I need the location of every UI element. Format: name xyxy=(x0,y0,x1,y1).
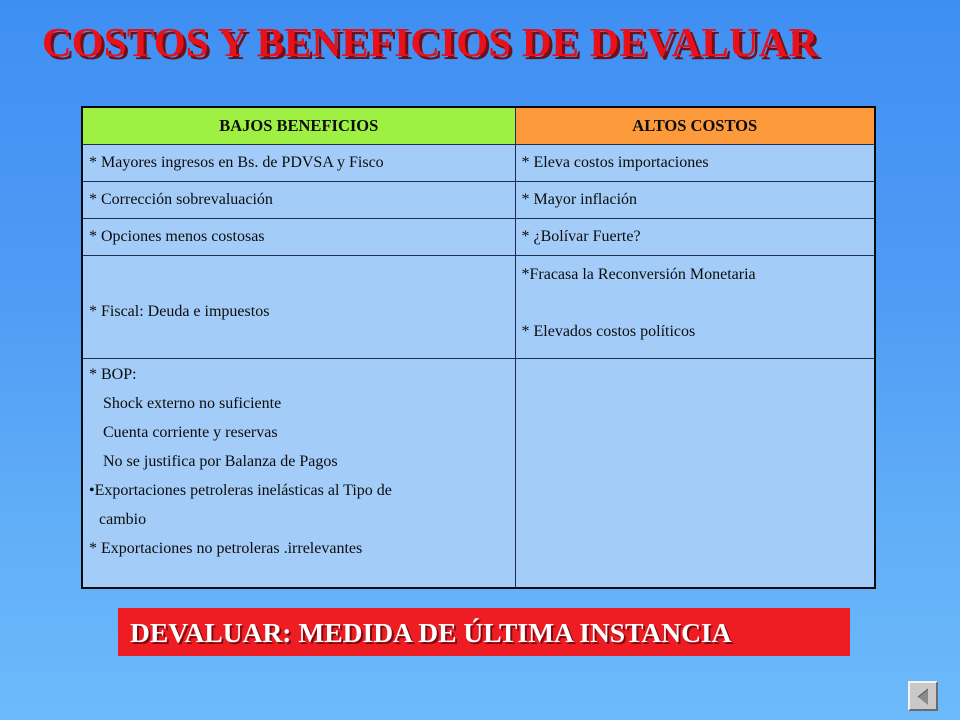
benefit-cell xyxy=(82,256,515,359)
benefit-cell: * Opciones menos costosas xyxy=(82,219,515,256)
cost-cell xyxy=(515,256,875,359)
header-altos-costos: ALTOS COSTOS xyxy=(515,107,875,145)
cost-line: * Elevados costos políticos xyxy=(521,323,696,340)
benefit-cell xyxy=(82,359,515,589)
table-row xyxy=(82,219,875,256)
cost-cell: * Mayor inflación xyxy=(515,182,875,219)
table-row xyxy=(82,256,875,359)
table-row xyxy=(82,145,875,182)
table-row xyxy=(82,182,875,219)
benefit-line: * Fiscal: Deuda e impuestos xyxy=(89,302,270,320)
costs-benefits-table xyxy=(81,106,876,589)
benefit-line: cambio xyxy=(99,511,147,528)
benefit-line: Shock externo no suficiente xyxy=(103,395,282,412)
benefit-line: Cuenta corriente y reservas xyxy=(103,424,278,441)
table-row xyxy=(82,359,875,589)
benefit-line: * Exportaciones no petroleras .irrelevantes xyxy=(89,540,363,557)
benefit-cell: * Corrección sobrevaluación xyxy=(82,182,515,219)
table-header-row xyxy=(82,107,875,145)
header-bajos-beneficios: BAJOS BENEFICIOS xyxy=(82,107,515,145)
cost-line: *Fracasa la Reconversión Monetaria xyxy=(521,266,756,283)
cost-cell: * Eleva costos importaciones xyxy=(515,145,875,182)
back-navigation-button[interactable] xyxy=(908,681,938,711)
benefit-line: * BOP: xyxy=(89,366,137,383)
cost-cell-empty xyxy=(515,359,875,589)
slide-title: COSTOS Y BENEFICIOS DE DEVALUAR xyxy=(42,19,819,65)
conclusion-banner xyxy=(118,608,850,656)
banner-text: DEVALUAR: MEDIDA DE ÚLTIMA INSTANCIA xyxy=(130,617,732,648)
benefit-line: No se justifica por Balanza de Pagos xyxy=(103,453,338,470)
back-arrow-icon xyxy=(913,686,935,708)
benefit-line: •Exportaciones petroleras inelásticas al Tipo de xyxy=(89,482,392,499)
benefit-cell: * Mayores ingresos en Bs. de PDVSA y Fisco xyxy=(82,145,515,182)
cost-cell: * ¿Bolívar Fuerte? xyxy=(515,219,875,256)
